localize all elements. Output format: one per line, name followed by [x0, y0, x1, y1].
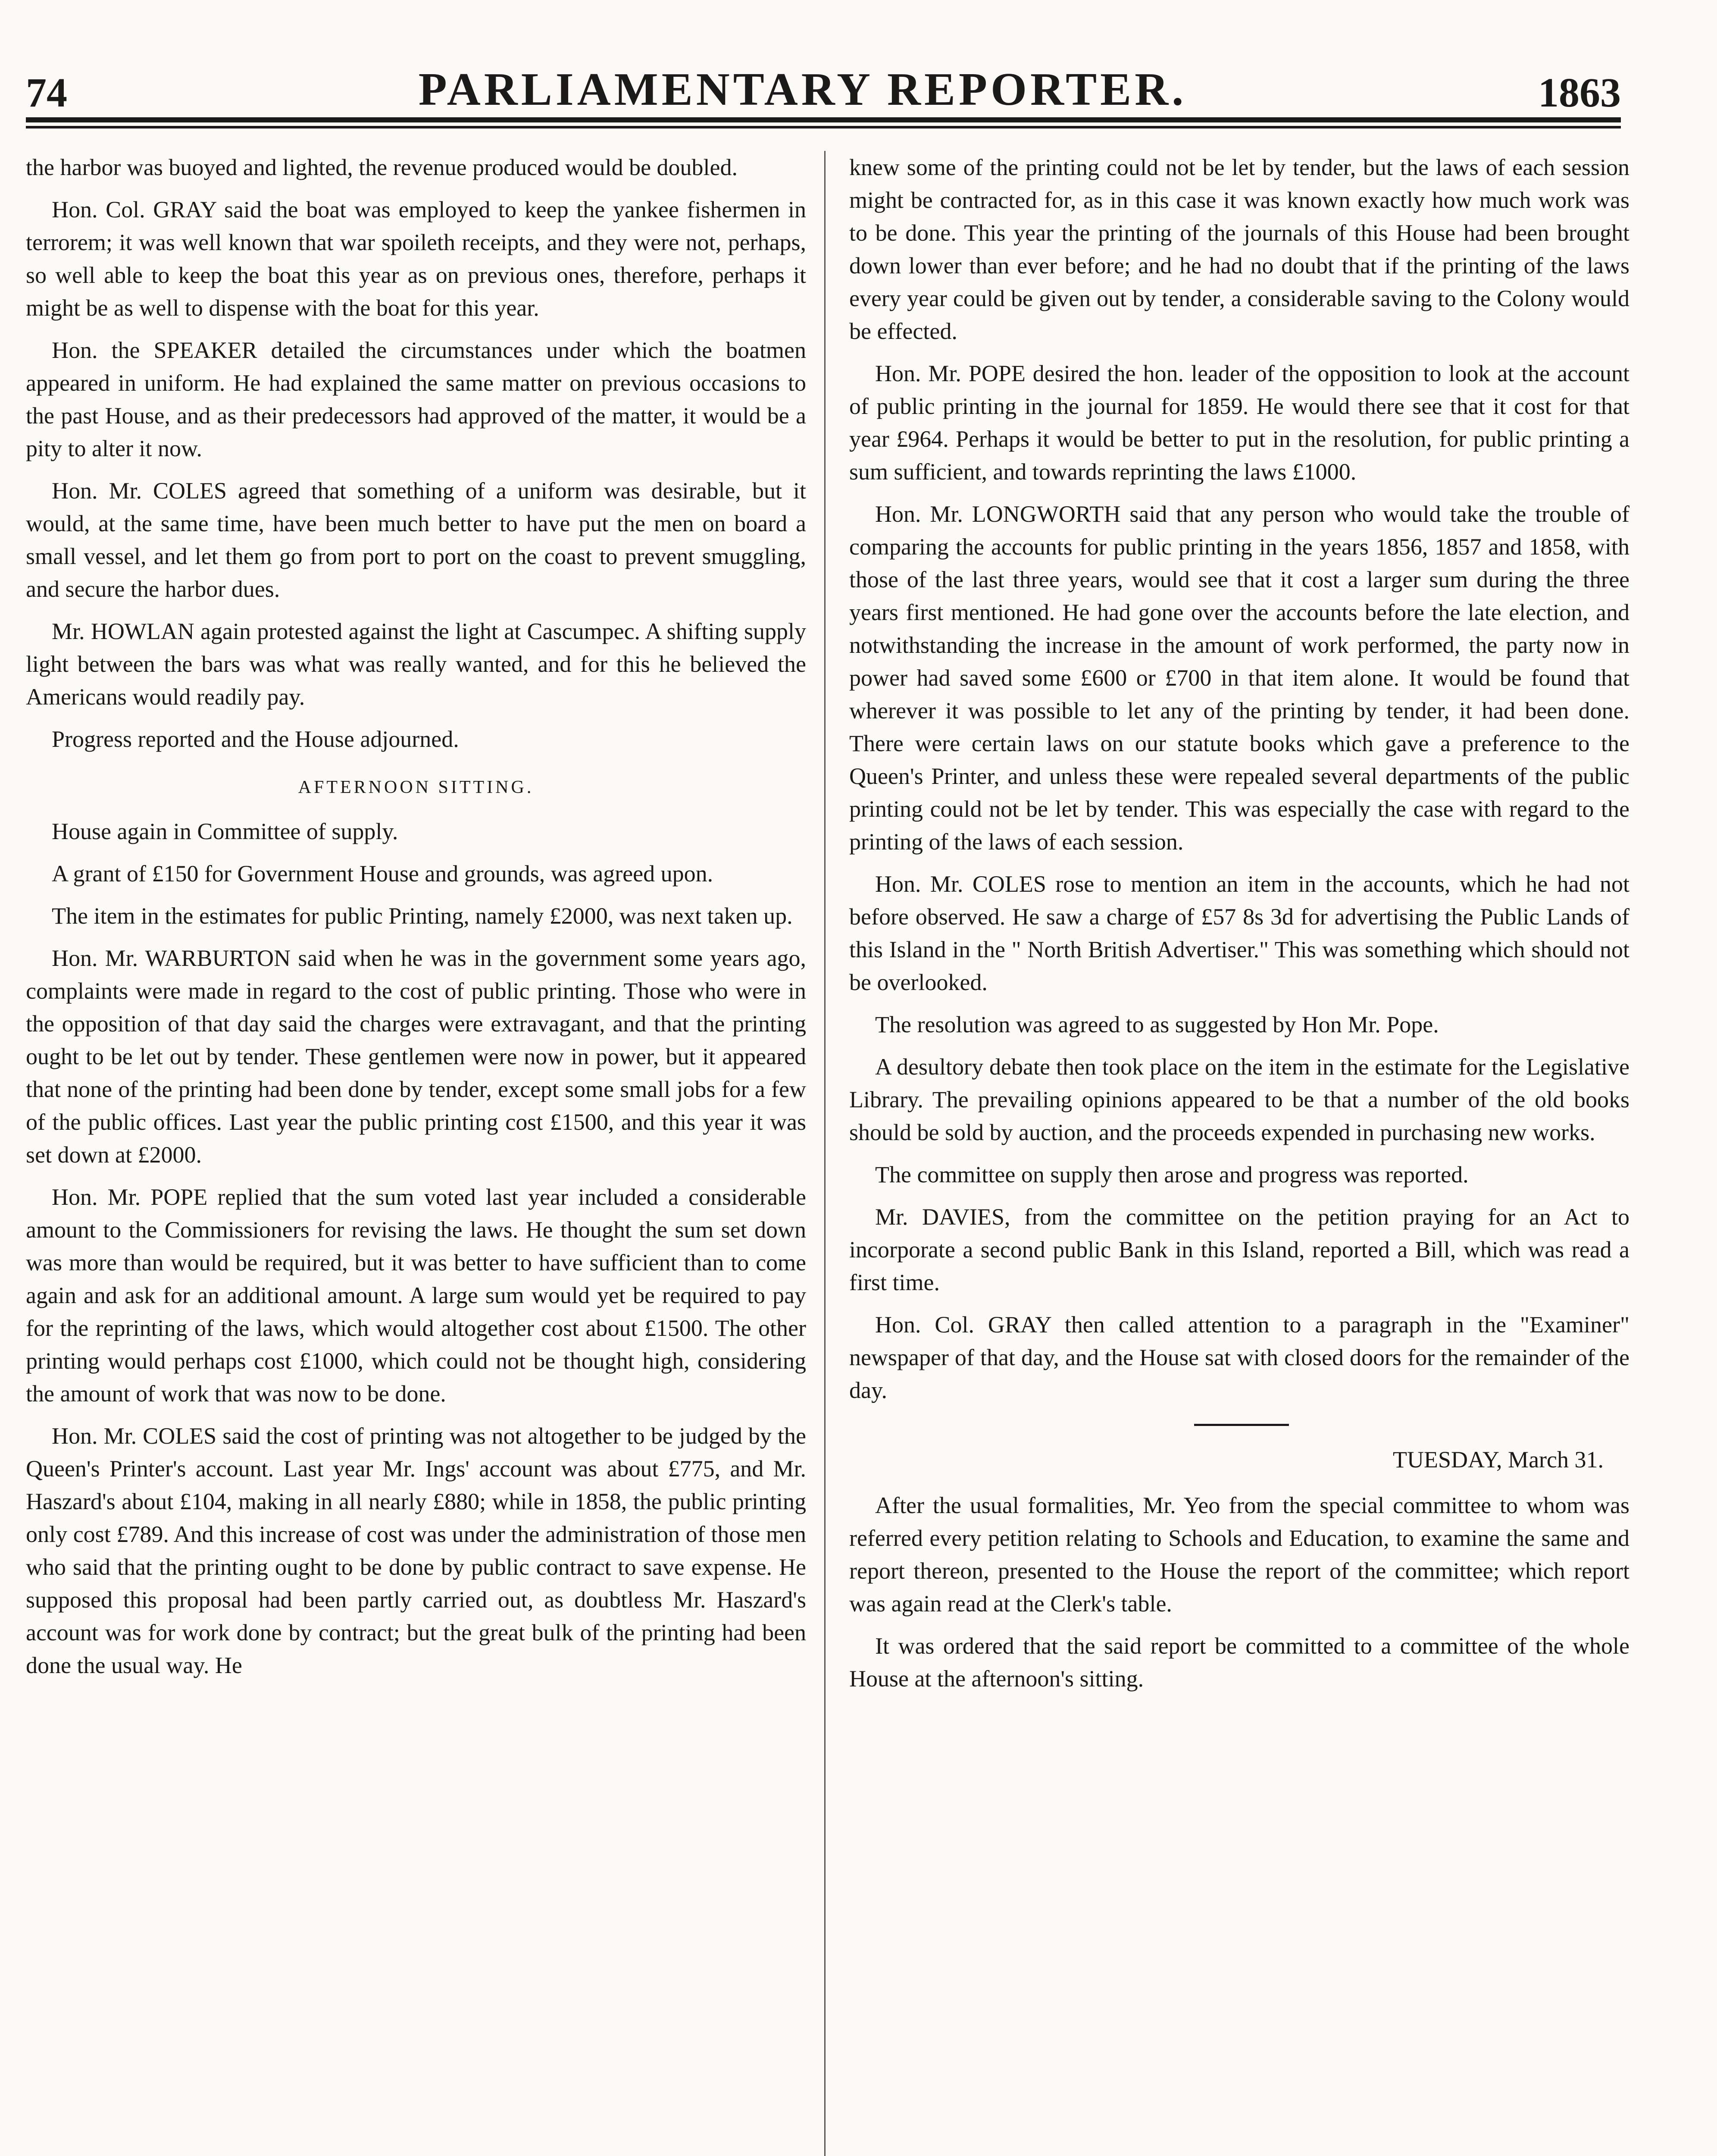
- paragraph: Hon. Mr. LONGWORTH said that any person who would take the trouble of comparing the accounts for public printing in the years 1856, 1857 and 1858, with those of the last three years, would see that it cost a larger sum during the three years first mentioned. He had gone over the accounts before the late election, and notwithstanding the increase in the amount of work performed, the party now in power had saved some £600 or £700 in that item alone. It would be found that wherever it was possible to let any of the printing by tender, it had been done. There were certain laws on our statute books which gave a preference to the Queen's Printer, and unless these were repealed several departments of the public printing could not be let by tender. This was especially the case with regard to the printing of the laws of each session.: [849, 501, 1629, 855]
- paragraph: the harbor was buoyed and lighted, the revenue produced would be doubled.: [26, 154, 738, 180]
- page-header: [26, 52, 1621, 116]
- right-column: [849, 151, 1629, 1705]
- paragraph: A grant of £150 for Government House and grounds, was agreed upon.: [52, 861, 713, 887]
- paragraph: Hon. Mr. COLES agreed that something of a uniform was desirable, but it would, at the same time, have been much better to have put the men on board a small vessel, and let them go from port to port on the coast to prevent smuggling, and secure the harbor dues.: [26, 478, 806, 602]
- paragraph: The resolution was agreed to as suggested by Hon Mr. Pope.: [875, 1012, 1439, 1037]
- header-rule-thick: [26, 117, 1621, 122]
- paragraph: A desultory debate then took place on the item in the estimate for the Legislative Library. The prevailing opinions appeared to be that a number of the old books should be sold by auction, and the proceeds expended in purchasing new works.: [849, 1054, 1629, 1145]
- masthead-title: PARLIAMENTARY REPORTER.: [418, 64, 1187, 115]
- left-column: [26, 151, 806, 1691]
- paragraph: Hon. Col. GRAY then called attention to a paragraph in the "Examiner" newspaper of that day, and the House sat with closed doors for the remainder of the day.: [849, 1312, 1629, 1403]
- header-rule-thin: [26, 126, 1621, 128]
- section-rule: [1194, 1424, 1289, 1426]
- paragraph: The committee on supply then arose and progress was reported.: [875, 1162, 1469, 1188]
- paragraph: Hon. Mr. POPE desired the hon. leader of the opposition to look at the account of public printing in the journal for 1859. He would there see that it cost for that year £964. Perhaps it would be better to put in the resolution, for public printing a sum sufficient, and towards reprinting the laws £1000.: [849, 360, 1629, 485]
- paragraph: House again in Committee of supply.: [52, 818, 398, 844]
- paragraph: knew some of the printing could not be let by tender, but the laws of each session might be contracted for, as in this case it was known exactly how much work was to be done. This year the printing of the journals of this House had been brought down lower than ever before; and he had no doubt that if the printing of the laws every year could be given out by tender, a considerable saving to the Colony would be effected.: [849, 154, 1629, 344]
- paragraph: After the usual formalities, Mr. Yeo from the special committee to whom was referred every petition relating to Schools and Education, to examine the same and report thereon, presented to the House the report of the committee; which report was again read at the Clerk's table.: [849, 1492, 1629, 1617]
- paragraph: Mr. DAVIES, from the committee on the petition praying for an Act to incorporate a second public Bank in this Island, reported a Bill, which was read a first time.: [849, 1204, 1629, 1295]
- paragraph: Hon. Mr. COLES said the cost of printing was not altogether to be judged by the Queen's Printer's account. Last year Mr. Ings' account was about £775, and Mr. Haszard's about £104, making in all nearly £880; while in 1858, the public printing only cost £789. And this increase of cost was under the administration of those men who said that the printing ought to be done by public contract to save expense. He supposed this proposal had been partly carried out, as doubtless Mr. Haszard's account was for work done by contract; but the great bulk of the printing had been done the usual way. He: [26, 1423, 806, 1678]
- paragraph: Hon. Col. GRAY said the boat was employed to keep the yankee fishermen in terrorem; it was well known that war spoileth receipts, and they were not, perhaps, so well able to keep the boat this year as on previous ones, therefore, perhaps it might be as well to dispense with the boat for this year.: [26, 197, 806, 321]
- column-divider: [824, 151, 826, 2156]
- paragraph: Hon. Mr. COLES rose to mention an item in the accounts, which he had not before observed. He saw a charge of £57 8s 3d for advertising the Public Lands of this Island in the " North British Advertiser." This was something which should not be overlooked.: [849, 871, 1629, 995]
- paragraph: The item in the estimates for public Printing, namely £2000, was next taken up.: [52, 903, 793, 929]
- paragraph: Progress reported and the House adjourned.: [52, 726, 459, 752]
- paragraph: It was ordered that the said report be committed to a committee of the whole House at the afternoon's sitting.: [849, 1633, 1629, 1692]
- section-subheading: AFTERNOON SITTING.: [298, 777, 534, 797]
- header-year: 1863: [1538, 69, 1621, 116]
- page-number: 74: [26, 69, 67, 116]
- paragraph: Hon. the SPEAKER detailed the circumstances under which the boatmen appeared in uniform. He had explained the same matter on previous occasions to the past House, and as their predecessors had approved of the matter, it would be a pity to alter it now.: [26, 337, 806, 461]
- dateline: TUESDAY, March 31.: [1392, 1447, 1604, 1473]
- paragraph: Mr. HOWLAN again protested against the light at Cascumpec. A shifting supply light between the bars was what was really wanted, and for this he believed the Americans would readily pay.: [26, 618, 806, 710]
- paragraph: Hon. Mr. WARBURTON said when he was in the government some years ago, complaints were made in regard to the cost of public printing. Those who were in the opposition of that day said the charges were extravagant, and that the printing ought to be let out by tender. These gentlemen were now in power, but it appeared that none of the printing had been done by tender, except some small jobs for a few of the public offices. Last year the public printing cost £1500, and this year it was set down at £2000.: [26, 945, 806, 1168]
- paragraph: Hon. Mr. POPE replied that the sum voted last year included a considerable amount to the Commissioners for revising the laws. He thought the sum set down was more than would be required, but it was better to have sufficient than to come again and ask for an additional amount. A large sum would yet be required to pay for the reprinting of the laws, which would altogether cost about £1500. The other printing would perhaps cost £1000, which could not be thought high, considering the amount of work that was now to be done.: [26, 1184, 806, 1407]
